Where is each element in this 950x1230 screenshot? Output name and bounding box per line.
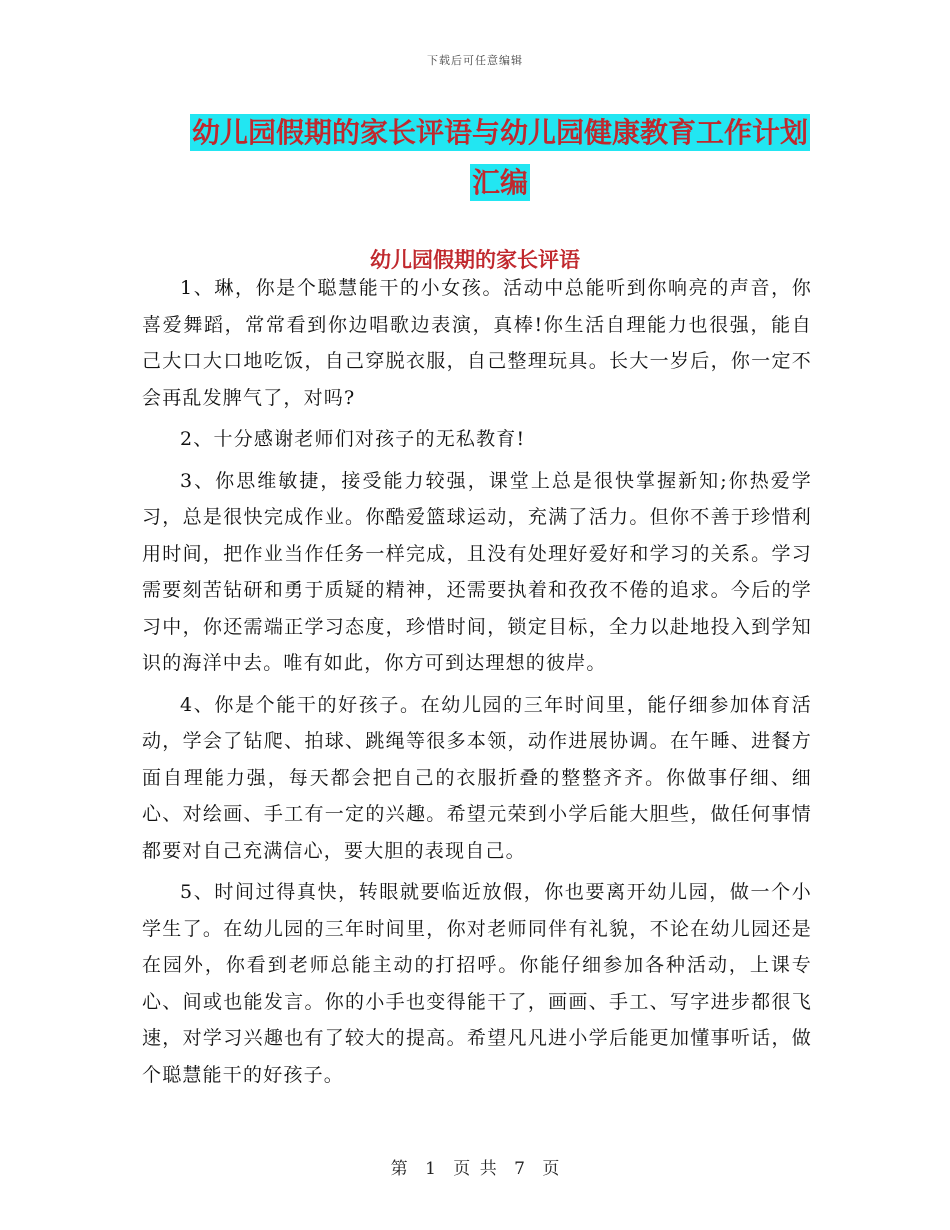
document-title bbox=[190, 108, 810, 208]
paragraph-1: 1、琳，你是个聪慧能干的小女孩。活动中总能听到你响亮的声音，你喜爱舞蹈，常常看到你边唱歌边表演，真棒!你生活自理能力也很强，能自己大口大口地吃饭，自己穿脱衣服，自己整理玩具。长大一岁后，你一定不会再乱发脾气了，对吗? bbox=[142, 277, 812, 409]
section-title: 幼儿园假期的家长评语 bbox=[370, 247, 580, 272]
paragraph-4: 4、你是个能干的好孩子。在幼儿园的三年时间里，能仔细参加体育活动，学会了钻爬、拍球、跳绳等很多本领，动作进展协调。在午睡、进餐方面自理能力强，每天都会把自己的衣服折叠的整整齐齐。你做事仔细、细心、对绘画、手工有一定的兴趣。希望元荣到小学后能大胆些，做任何事情都要对自己充满信心，要大胆的表现自己。 bbox=[142, 693, 812, 862]
paragraph-2: 2、十分感谢老师们对孩子的无私教育! bbox=[180, 428, 526, 450]
header-note: 下载后可任意编辑 bbox=[427, 54, 523, 67]
paragraph-3: 3、你思维敏捷，接受能力较强，课堂上总是很快掌握新知;你热爱学习，总是很快完成作业。你酷爱篮球运动，充满了活力。但你不善于珍惜利用时间，把作业当作任务一样完成，且没有处理好爱好和学习的关系。学习需要刻苦钻研和勇于质疑的精神，还需要执着和孜孜不倦的追求。今后的学习中，你还需端正学习态度，珍惜时间，锁定目标，全力以赴地投入到学知识的海洋中去。唯有如此，你方可到达理想的彼岸。 bbox=[142, 469, 812, 674]
footer-suffix: 页 bbox=[542, 1159, 560, 1179]
paragraph-5: 5、时间过得真快，转眼就要临近放假，你也要离开幼儿园，做一个小学生了。在幼儿园的三年时间里，你对老师同伴有礼貌，不论在幼儿园还是在园外，你看到老师总能主动的打招呼。你能仔细参加各种活动，上课专心、间或也能发言。你的小手也变得能干了，画画、手工、写字进步都很飞速，对学习兴趣也有了较大的提高。希望凡凡进小学后能更加懂事听话，做个聪慧能干的好孩子。 bbox=[142, 881, 812, 1086]
document-title-text: 幼儿园假期的家长评语与幼儿园健康教育工作计划汇编 bbox=[192, 116, 809, 199]
footer-total-pages: 7 bbox=[514, 1159, 525, 1179]
footer-page-number: 1 bbox=[425, 1159, 436, 1179]
document-body bbox=[142, 270, 812, 1098]
page-footer bbox=[0, 1154, 950, 1179]
footer-mid: 页 共 bbox=[453, 1159, 497, 1179]
footer-prefix: 第 bbox=[390, 1159, 408, 1179]
